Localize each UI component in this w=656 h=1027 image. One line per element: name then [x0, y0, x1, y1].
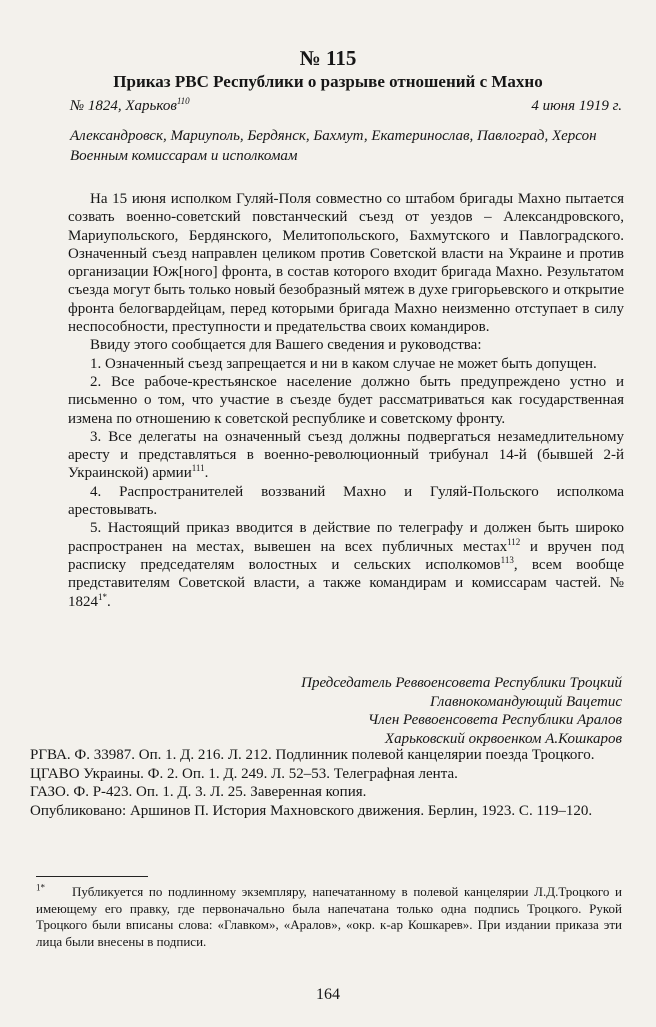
publication-line: Опубликовано: Аршинов П. История Махновского движения. Берлин, 1923. С. 119–120.: [30, 802, 593, 819]
paragraph: 3. Все делегаты на означенный съезд должны подвергаться незамедлительному аресту и представляться в военно-революционный трибунал 14-й (бывшей 2-й Украинской) армии$^{111}$.: [68, 428, 624, 482]
paragraph: 5. Настоящий приказ вводится в действие по телеграфу и должен быть широко распространен на местах, вывешен на всех публичных местах$^{112}$ и вручен под расписку председателям волостных и сельских исполкомов$^{113}$, всем вообще представителям Советской власти, а также командирам и комиссарам частей. № $1824^{1*}$.: [68, 520, 624, 610]
archive-references: [30, 746, 622, 820]
archive-line: ЦГАВО Украины. Ф. 2. Оп. 1. Д. 249. Л. 52–53. Телеграфная лента.: [30, 765, 458, 782]
signature-line: Член Реввоенсовета Республики Аралов: [367, 712, 622, 728]
paragraph: Ввиду этого сообщается для Вашего сведения и руководства:: [90, 337, 482, 354]
order-meta: [70, 98, 622, 115]
footnote-text: Публикуется по подлинному экземпляру, напечатанному в полевой канцелярии Л.Д.Троцкого и имеющему его правку, где первоначально была напечатана только одна подпись Троцкого. Рукой Троцкого были вписаны слова: «Главком», «Аралов», «окр. к-ар Кошкарев». При издании приказа эти лица были внесены в подписи.: [36, 884, 622, 949]
paragraph: 1. Означенный съезд запрещается и ни в каком случае не может быть допущен.: [90, 355, 597, 372]
paragraph: 2. Все рабоче-крестьянское население должно быть предупреждено устно и письменно о том, что участие в съезде будет рассматриваться как государственная измена по отношению к советской республике и советскому фронту.: [68, 373, 624, 427]
order-body: [68, 190, 624, 611]
addressee-recipients: Военным комиссарам и исполкомам: [70, 148, 298, 164]
addressee-cities: Александровск, Мариуполь, Бердянск, Бахмут, Екатеринослав, Павлоград, Херсон: [70, 128, 597, 144]
signature-line: Председатель Реввоенсовета Республики Троцкий: [301, 675, 622, 691]
footnote-ref: 1*: [98, 591, 107, 602]
footnote-ref: 111: [191, 463, 205, 474]
paragraph: 4. Распространителей воззваний Махно и Гуляй-Польского исполкома арестовывать.: [68, 483, 624, 519]
footnote-ref: 113: [500, 554, 514, 565]
order-number: № 1824, Харьков$^{110}$: [70, 96, 190, 114]
footnote: [36, 884, 622, 950]
order-date: 4 июня 1919 г.: [531, 98, 622, 114]
archive-line: ГАЗО. Ф. Р-423. Оп. 1. Д. 3. Л. 25. Заверенная копия.: [30, 784, 367, 800]
footnote-mark: 1*: [36, 882, 45, 893]
signature-line: Главнокомандующий Вацетис: [430, 693, 622, 710]
signature-line: Харьковский окрвоенком А.Кошкаров: [384, 730, 622, 747]
footnote-divider: [36, 876, 148, 877]
footnote-ref: 110: [176, 96, 190, 106]
paragraph: На 15 июня исполком Гуляй-Поля совместно со штабом бригады Махно пытается созвать военно-советский повстанческий съезд от уездов – Александровского, Мариупольского, Бердянского, Мелитопольского, Бахмутского и Павлоградского. Означенный съезд направлен целиком против Советской власти на Украине и против организации Юж[ного] фронта, в состав которого входит бригада Махно. Результатом съезда могут быть только новый безобразный мятеж в духе григорьевского и открытие фронта белогвардейцам, перед которыми бригада Махно неизменно отступает в силу неспособности, преступности и предательства своих командиров.: [68, 191, 624, 336]
page-number: 164: [316, 986, 340, 1003]
signatures: [62, 674, 622, 748]
document-number: № 115: [299, 46, 357, 70]
footnote-ref: 112: [507, 536, 521, 547]
addressees: [70, 126, 630, 166]
document-title: Приказ РВС Республики о разрыве отношений с Махно: [113, 72, 543, 91]
archive-line: РГВА. Ф. 33987. Оп. 1. Д. 216. Л. 212. Подлинник полевой канцелярии поезда Троцкого.: [30, 747, 595, 763]
